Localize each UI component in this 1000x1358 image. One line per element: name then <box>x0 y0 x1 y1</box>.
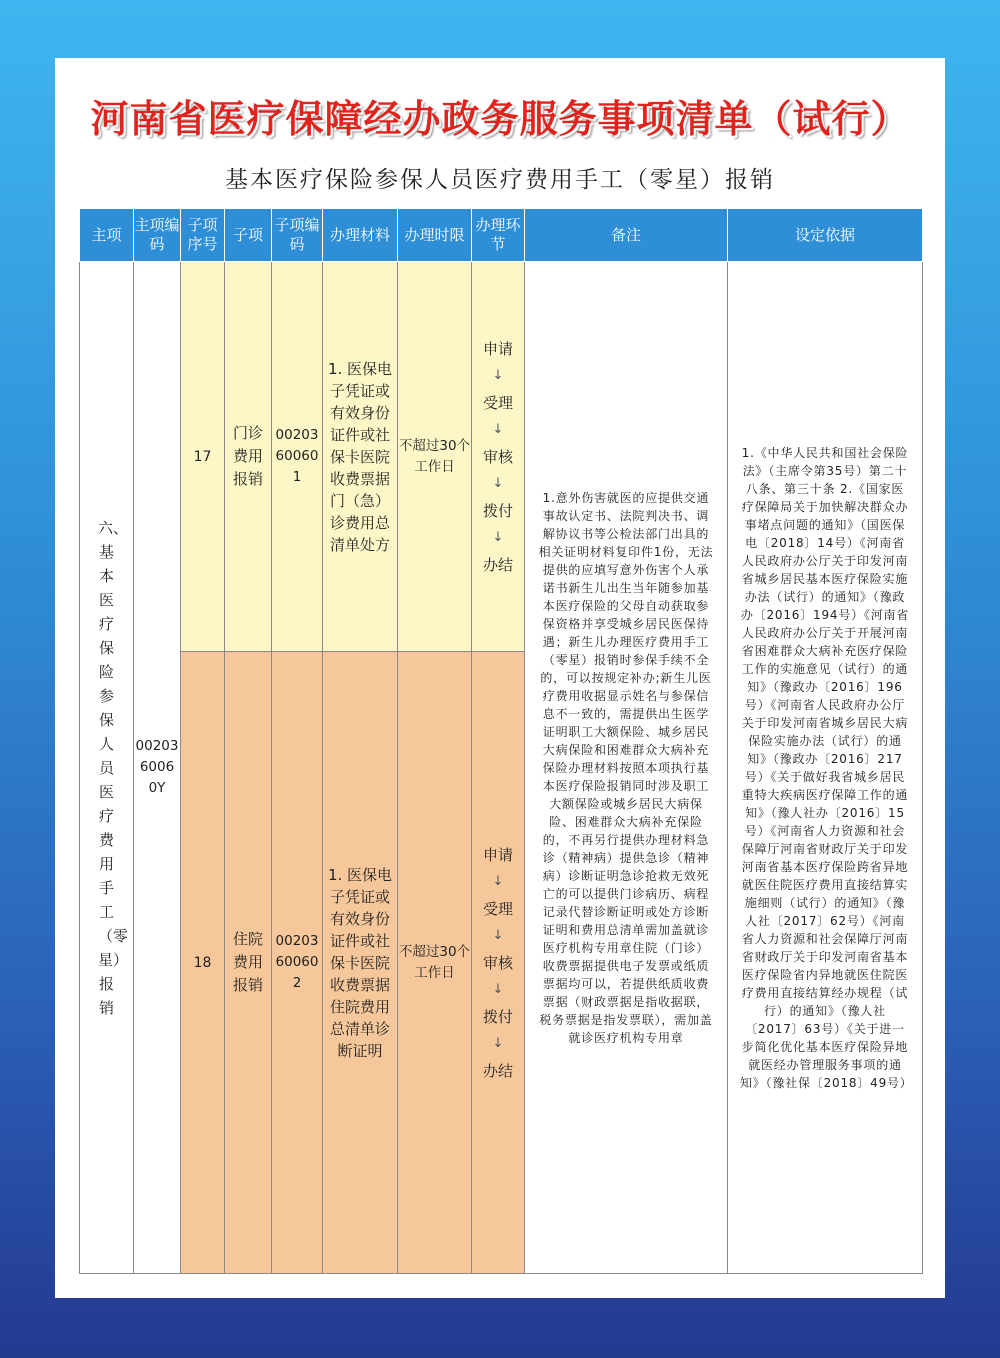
step-complete: 办结 <box>482 1061 513 1080</box>
header-sub-item: 子项 <box>225 209 272 262</box>
step-pay: 拨付 <box>482 501 513 520</box>
steps-cell <box>472 652 525 1274</box>
sub-code: 00203600602 <box>275 933 319 991</box>
down-arrow-icon: ↓ <box>492 927 504 943</box>
steps-cell <box>472 262 525 652</box>
step-complete: 办结 <box>482 555 513 574</box>
table-header-row <box>80 209 923 262</box>
down-arrow-icon: ↓ <box>492 529 504 545</box>
sub-item-cell <box>225 262 272 652</box>
step-review: 审核 <box>482 447 513 466</box>
down-arrow-icon: ↓ <box>492 367 504 383</box>
step-pay: 拨付 <box>482 1007 513 1026</box>
service-items-table <box>79 208 923 1274</box>
header-main-item: 主项 <box>80 209 134 262</box>
step-accept: 受理 <box>482 899 513 918</box>
materials-cell: 1. 医保电子凭证或有效身份证件或社保卡医院收费票据住院费用总清单诊断证明 <box>323 652 398 1274</box>
step-accept: 受理 <box>482 393 513 412</box>
main-item-cell <box>80 262 134 1274</box>
sub-item-cell <box>225 652 272 1274</box>
down-arrow-icon: ↓ <box>492 475 504 491</box>
time-limit-cell: 不超过30个工作日 <box>398 652 472 1274</box>
table-row <box>80 262 923 652</box>
header-basis: 设定依据 <box>728 209 923 262</box>
document-sheet <box>55 58 945 1298</box>
down-arrow-icon: ↓ <box>492 421 504 437</box>
sub-code-cell <box>272 262 323 652</box>
main-code-cell <box>134 262 181 1274</box>
header-main-code: 主项编码 <box>134 209 181 262</box>
header-notes: 备注 <box>525 209 728 262</box>
materials-cell: 1. 医保电子凭证或有效身份证件或社保卡医院收费票据门（急）诊费用总清单处方 <box>323 262 398 652</box>
step-apply: 申请 <box>482 845 513 864</box>
sub-code: 00203600601 <box>275 427 319 485</box>
main-code: 002036006 0Y <box>135 738 179 796</box>
down-arrow-icon: ↓ <box>492 981 504 997</box>
step-apply: 申请 <box>482 339 513 358</box>
sub-item-name: 门诊费用报销 <box>232 424 263 488</box>
notes-cell: 1.意外伤害就医的应提供交通事故认定书、法院判决书、调解协议书等公检法部门出具的相关证明材料复印件1份，无法提供的应填写意外伤害个人承诺书新生儿出生当年随参加基本医疗保险的父母自动获取参保资格并享受城乡居民医保待遇；新生儿办理医疗费用手工（零星）报销时参保手续不全的，可以按规定补办;新生儿医疗费用收据显示姓名与参保信息不一致的，需提供出生医学证明职工大额保险、城乡居民大病保险和困难群众大病补充保险办理材料按照本项执行基本医疗保险报销同时涉及职工大额保险或城乡居民大病保险、困难群众大病补充保险的，不再另行提供办理材料急诊（精神病）提供急诊（精神病）诊断证明急诊抢救无效死亡的可以提供门诊病历、病程记录代替诊断证明或处方诊断证明和费用总清单需加盖就诊医疗机构专用章住院（门诊）收费票据提供电子发票或纸质票据均可以，若提供纸质收费票据（财政票据是指收据联，税务票据是指发票联），需加盖就诊医疗机构专用章 <box>525 262 728 1274</box>
down-arrow-icon: ↓ <box>492 1035 504 1051</box>
main-item-name: 六、基本医疗保险参保人员医疗费用手工（零星）报销 <box>98 518 129 1017</box>
sub-seq-cell: 18 <box>181 652 225 1274</box>
sub-code-cell <box>272 652 323 1274</box>
down-arrow-icon: ↓ <box>492 873 504 889</box>
sub-seq-cell: 17 <box>181 262 225 652</box>
header-sub-code: 子项编码 <box>272 209 323 262</box>
page-title: 河南省医疗保障经办政务服务事项清单（试行） <box>90 96 910 141</box>
header-sub-seq: 子项序号 <box>181 209 225 262</box>
time-limit-cell: 不超过30个工作日 <box>398 262 472 652</box>
header-steps: 办理环节 <box>472 209 525 262</box>
page-subtitle: 基本医疗保险参保人员医疗费用手工（零星）报销 <box>225 167 775 193</box>
header-time-limit: 办理时限 <box>398 209 472 262</box>
step-review: 审核 <box>482 953 513 972</box>
header-materials: 办理材料 <box>323 209 398 262</box>
basis-cell: 1.《中华人民共和国社会保险法》（主席令第35号）第二十八条、第三十条 2.《国家医疗保障局关于加快解决群众办事堵点问题的通知》（国医保电〔2018〕14号）《河南省人民政府办公厅关于印发河南省城乡居民基本医疗保险实施办法（试行）的通知》（豫政办〔2016〕194号）《河南省人民政府办公厅关于开展河南省困难群众大病补充医疗保险工作的实施意见（试行）的通知》（豫政办〔2016〕196号）《河南省人民政府办公厅关于印发河南省城乡居民大病保险实施办法（试行）的通知》（豫政办〔2016〕217 号）《关于做好我省城乡居民重特大疾病医疗保障工作的通知》（豫人社办〔2016〕15号）《河南省人力资源和社会保障厅河南省财政厅关于印发河南省基本医疗保险跨省异地就医住院医疗费用直接结算实施细则（试行）的通知》（豫人社〔2017〕62号）《河南省人力资源和社会保障厅河南省财政厅关于印发河南省基本医疗保险省内异地就医住院医疗费用直接结算经办规程（试行）的通知》（豫人社〔2017〕63号）《关于进一步简化优化基本医疗保险异地就医经办管理服务事项的通知》（豫社保〔2018〕49号） <box>728 262 923 1274</box>
sub-item-name: 住院费用报销 <box>232 930 263 994</box>
